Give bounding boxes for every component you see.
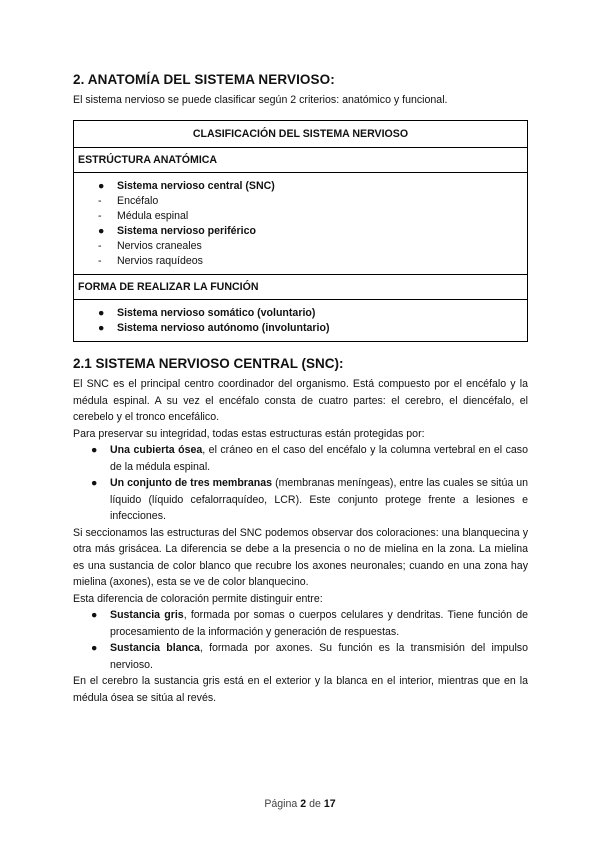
list-item-text: Nervios raquídeos (117, 255, 203, 267)
list-item (89, 607, 528, 640)
list-item (89, 475, 528, 525)
table-anatomica-title: ESTRÚCTURA ANATÓMICA (74, 148, 528, 173)
list-item-text: , el cráneo en el caso del encéfalo y la columna vertebral en el caso de la médula espinal. (110, 444, 528, 473)
list-item-text: , formada por axones. Su función es la transmisión del impulso nervioso. (110, 642, 528, 671)
total-pages: 17 (323, 798, 336, 810)
paragraph: Si seccionamos las estructuras del SNC podemos observar dos coloraciones: una blanquecina y otra más grisácea. La diferencia se debe a la presencia o no de mielina en la zona. La mielina es una sustancia de color blanco que recubre los axones neuronales; cuando en una zona hay mielina (axones), esta se ve de color blanquecino. (73, 526, 528, 588)
paragraph: En el cerebro la sustancia gris está en el exterior y la blanca en el interior, mientras que en la médula ósea se sitúa al revés. (73, 675, 528, 704)
funcion-list (78, 306, 523, 336)
current-page: 2 (300, 798, 307, 810)
bullet-icon: ● (98, 307, 105, 319)
list-item-text: Encéfalo (117, 195, 159, 207)
footer-of: de (309, 798, 321, 810)
bullet-icon: ● (98, 180, 105, 192)
table-header: CLASIFICACIÓN DEL SISTEMA NERVIOSO (74, 121, 528, 148)
list-item (96, 179, 523, 194)
list-item (89, 640, 528, 673)
list-item (96, 224, 523, 239)
list-item-bold: Sustancia blanca (110, 642, 200, 654)
section-title: 2. ANATOMÍA DEL SISTEMA NERVIOSO: (73, 72, 335, 87)
list-item-text: Médula espinal (117, 210, 189, 222)
bullet-icon: ● (91, 444, 98, 456)
list-item-bold: Sustancia gris (110, 609, 184, 621)
paragraph: Para preservar su integridad, todas estas estructuras están protegidas por: (73, 427, 425, 440)
paragraph: Esta diferencia de coloración permite distinguir entre: (73, 592, 323, 605)
subsection-title: 2.1 SISTEMA NERVIOSO CENTRAL (SNC): (73, 356, 344, 371)
bullet-icon: ● (91, 477, 98, 489)
bullet-icon: ● (98, 225, 105, 237)
list-item-text: Sistema nervioso somático (voluntario) (117, 307, 316, 319)
bullet-icon: ● (91, 609, 98, 621)
dash-icon: - (98, 255, 102, 267)
list-item-bold: Un conjunto de tres membranas (110, 477, 273, 489)
list-item (96, 306, 523, 321)
list-item-text: Nervios craneales (117, 240, 202, 252)
dash-icon: - (98, 240, 102, 252)
list-item-text: Sistema nervioso autónomo (involuntario) (117, 322, 330, 334)
paragraph: El SNC es el principal centro coordinador del organismo. Está compuesto por el encéfalo y la médula espinal. A su vez el encéfalo consta de cuatro partes: el cerebro, el diencéfalo, el cerebelo y el tronco encefálico. (73, 378, 528, 423)
document-page (73, 72, 528, 706)
list-item (96, 321, 523, 336)
list-item-text: (membranas meníngeas), entre las cuales se sitúa un líquido (líquido cefalorraquídeo, LCR). Este conjunto protege frente a lesiones e infecciones. (110, 477, 528, 522)
classification-table (73, 120, 528, 342)
list-item (89, 442, 528, 475)
dash-icon: - (98, 210, 102, 222)
list-item (96, 194, 523, 209)
anatomica-list (78, 179, 523, 269)
list-item (96, 254, 523, 269)
bullet-icon: ● (98, 322, 105, 334)
footer-prefix: Página (264, 798, 298, 810)
list-item-text: Sistema nervioso central (SNC) (117, 180, 275, 192)
table-funcion-title: FORMA DE REALIZAR LA FUNCIÓN (74, 275, 528, 300)
list-item (96, 239, 523, 254)
table-funcion-cell (74, 300, 528, 342)
substance-list (73, 607, 528, 673)
table-anatomica-cell (74, 173, 528, 275)
section-intro: El sistema nervioso se puede clasificar según 2 criterios: anatómico y funcional. (73, 94, 448, 106)
list-item (96, 209, 523, 224)
list-item-bold: Una cubierta ósea (110, 444, 203, 456)
protection-list (73, 442, 528, 525)
page-footer (0, 798, 600, 810)
list-item-text: , formada por somas o cuerpos celulares y dendritas. Tiene función de procesamiento de la información y generación de respuestas. (110, 609, 528, 638)
bullet-icon: ● (91, 642, 98, 654)
list-item-text: Sistema nervioso periférico (117, 225, 256, 237)
dash-icon: - (98, 195, 102, 207)
